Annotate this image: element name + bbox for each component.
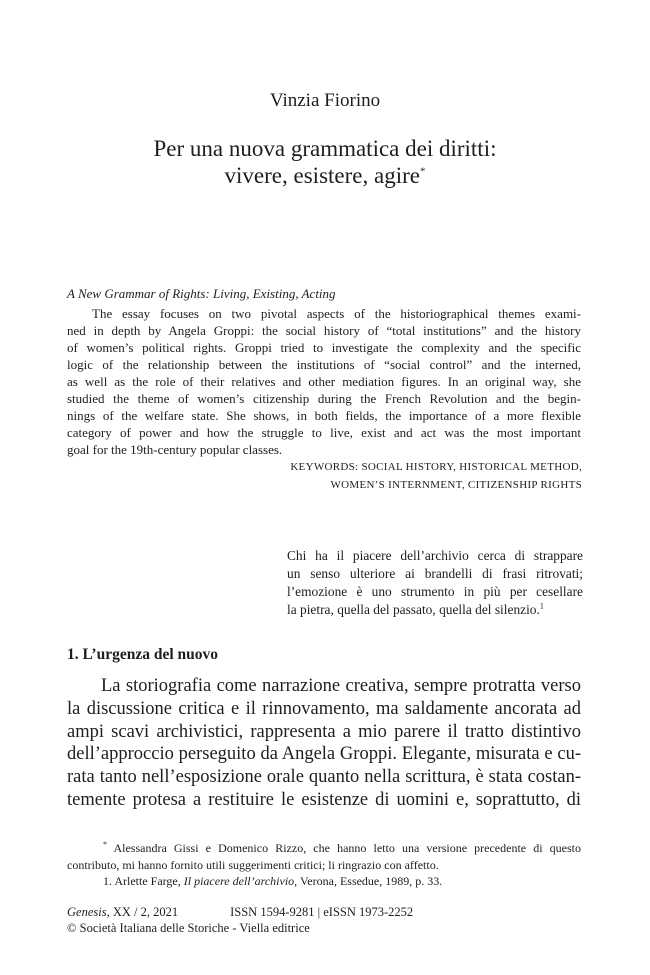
abstract-line: goal for the 19th-century popular classes. [67,442,283,457]
abstract-line: nings of the welfare state. She shows, in both fields, the importance of a more flexible [67,408,581,423]
body-line: temente protesa a restituire le esistenze di uomini e, soprattutto, di [67,789,581,810]
abstract-line: category of power and how the struggle to live, exist and act was the most important [67,425,581,440]
keywords [290,458,582,494]
english-title: A New Grammar of Rights: Living, Existing, Acting [67,286,336,301]
title-footnote-marker: * [419,165,426,178]
title-line-1: Per una nuova grammatica dei diritti: [153,136,497,161]
abstract-line: ned in depth by Angela Groppi: the social history of “total institutions” and the history [67,323,581,338]
author-name: Vinzia Fiorino [269,90,381,111]
journal-name: Genesis [67,905,107,919]
body-line: rata tanto nell’esposizione orale quanto nella scrittura, è stata costan- [67,767,581,788]
epigraph-line: Chi ha il piacere dell’archivio cerca di strappare [287,548,583,563]
abstract [67,305,581,458]
abstract-line: studied the theme of women’s citizenship during the French Revolution and the begin- [67,391,581,406]
body-line: La storiografia come narrazione creativa, sempre protratta verso [101,676,581,696]
footer-row-1 [67,904,413,920]
epigraph [287,547,583,619]
keywords-line-2: WOMEN’S INTERNMENT, CITIZENSHIP RIGHTS [330,479,582,491]
abstract-line: logic of the relationship between the institutions of “social control” and the interned, [67,357,581,372]
footnote-star-line-2: contributo, mi hanno fornito utili suggerimenti critici; li ringrazio con affetto. [67,857,439,872]
title-line-2 [0,162,650,189]
footnote-1-book-title: Il piacere dell’archivio [183,874,295,888]
page-footer [67,904,413,936]
body-line: dell’approccio perseguito da Angela Groppi. Elegante, misurata e cu- [67,744,581,765]
body-text [67,675,581,812]
title-line-2-text: vivere, esistere, agire [224,163,420,188]
abstract-line: of women’s political rights. Groppi tried to investigate the complexity and the specific [67,340,581,355]
footnote-1-prefix: 1. Arlette Farge, [103,874,184,888]
journal-issue: , XX / 2, 2021 [106,905,179,919]
footnote-star-text: Alessandra Gissi e Domenico Rizzo, che hanno letto una versione precedente di questo [113,841,581,855]
body-line: ampi scavi archivistici, rappresenta a mio parere il tratto distintivo [67,721,581,742]
footnote-star-marker: * [103,840,107,849]
epigraph-footnote-marker: 1 [539,601,544,611]
article-title [0,135,650,189]
footnote-star-line-1 [67,840,581,857]
epigraph-line: l’emozione è uno strumento in più per cesellare [287,584,583,599]
footnote-1-rest: , Verona, Essedue, 1989, p. 33. [294,874,443,888]
epigraph-line: un senso ulteriore ai brandelli di frasi ritrovati; [287,566,583,581]
footnote-1 [67,873,581,890]
issn: ISSN 1594-9281 | eISSN 1973-2252 [230,905,414,919]
epigraph-line [287,601,583,619]
abstract-line: as well as the role of their relatives and other mediation figures. In an original way, she [67,374,581,389]
epigraph-line-text: la pietra, quella del passato, quella del silenzio. [287,602,540,617]
copyright: © Società Italiana delle Storiche - Viella editrice [67,921,310,935]
abstract-line: The essay focuses on two pivotal aspects of the historiographical themes exami- [92,306,581,321]
section-heading: 1. L’urgenza del nuovo [67,646,219,663]
body-line: la discussione critica e il rinnovamento, ma saldamente ancorata ad [67,698,581,719]
footnotes [67,840,581,890]
keywords-line-1: KEYWORDS: SOCIAL HISTORY, HISTORICAL METHOD, [290,461,582,473]
